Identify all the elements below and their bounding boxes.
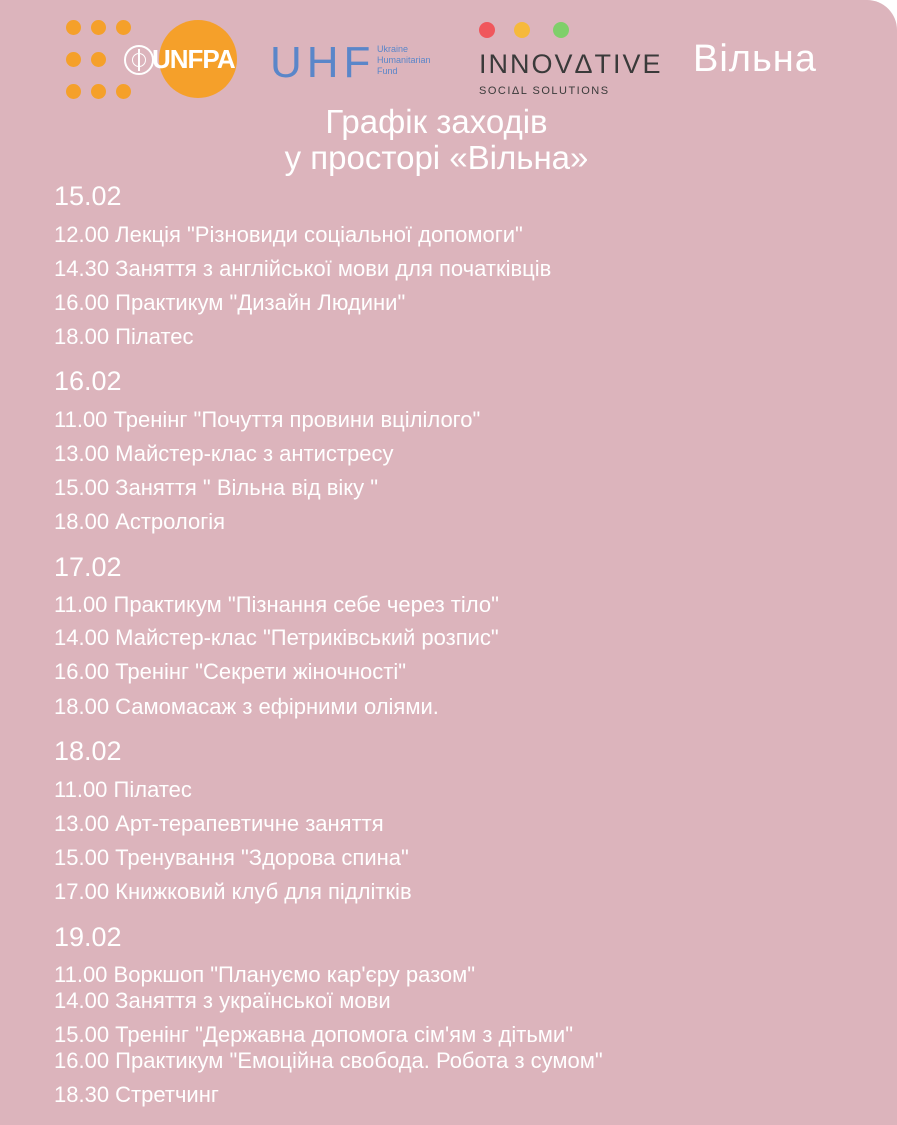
event-item: 11.00 Тренінг "Почуття провини вцілілого" — [54, 407, 481, 432]
event-item: 17.00 Книжковий клуб для підлітків — [54, 879, 412, 904]
event-item: 11.00 Воркшоп "Плануємо кар'єру разом" — [54, 962, 476, 987]
day-heading: 18.02 — [54, 736, 122, 766]
event-item: 16.00 Практикум "Дизайн Людини" — [54, 290, 406, 315]
day-heading: 16.02 — [54, 366, 122, 396]
day-heading: 15.02 — [54, 181, 122, 211]
innovative-dot-green-icon — [553, 22, 569, 38]
event-item: 15.00 Тренування "Здорова спина" — [54, 845, 409, 870]
uhf-subtitle-line: Ukraine — [377, 44, 409, 54]
innovative-dot-yellow-icon — [514, 22, 530, 38]
innovative-logo-text: INNOVΔTIVE — [479, 49, 663, 79]
event-item: 13.00 Арт-терапевтичне заняття — [54, 811, 384, 836]
innovative-dot-red-icon — [479, 22, 495, 38]
un-emblem-icon — [124, 45, 154, 75]
uhf-subtitle-line: Humanitarian — [377, 55, 431, 65]
page-title-line2: у просторі «Вільна» — [284, 139, 589, 176]
day-heading: 17.02 — [54, 552, 122, 582]
event-item: 14.00 Заняття з української мови — [54, 988, 391, 1013]
event-item: 11.00 Пілатес — [54, 777, 192, 802]
event-item: 14.00 Майстер-клас "Петриківський розпис" — [54, 625, 499, 650]
event-item: 14.30 Заняття з англійської мови для початківців — [54, 256, 552, 281]
event-item: 18.00 Самомасаж з ефірними оліями. — [54, 694, 439, 719]
uhf-logo-subtitle — [377, 44, 457, 77]
event-item: 11.00 Практикум "Пізнання себе через тіло" — [54, 592, 499, 617]
event-item: 18.00 Астрологія — [54, 509, 226, 534]
event-item: 15.00 Заняття " Вільна від віку " — [54, 475, 379, 500]
uhf-subtitle-line: Fund — [377, 66, 398, 76]
event-item: 12.00 Лекція "Різновиди соціальної допомоги" — [54, 222, 523, 247]
uhf-logo-text: UHF — [270, 38, 376, 87]
page-title-line1: Графік заходів — [325, 103, 548, 140]
event-item: 13.00 Майстер-клас з антистресу — [54, 441, 394, 466]
day-heading: 19.02 — [54, 922, 122, 952]
event-item: 18.30 Стретчинг — [54, 1082, 219, 1107]
unfpa-logo-text: UNFPA — [152, 44, 235, 74]
event-item: 18.00 Пілатес — [54, 324, 194, 349]
innovative-logo-subtitle: SOCIΔL SOLUTIONS — [479, 85, 610, 97]
vilna-logo-text: Вільна — [693, 38, 817, 80]
event-item: 15.00 Тренінг "Державна допомога сім'ям з дітьми" — [54, 1022, 573, 1047]
event-item: 16.00 Тренінг "Секрети жіночності" — [54, 659, 407, 684]
event-item: 16.00 Практикум "Емоційна свобода. Робота з сумом" — [54, 1048, 603, 1073]
